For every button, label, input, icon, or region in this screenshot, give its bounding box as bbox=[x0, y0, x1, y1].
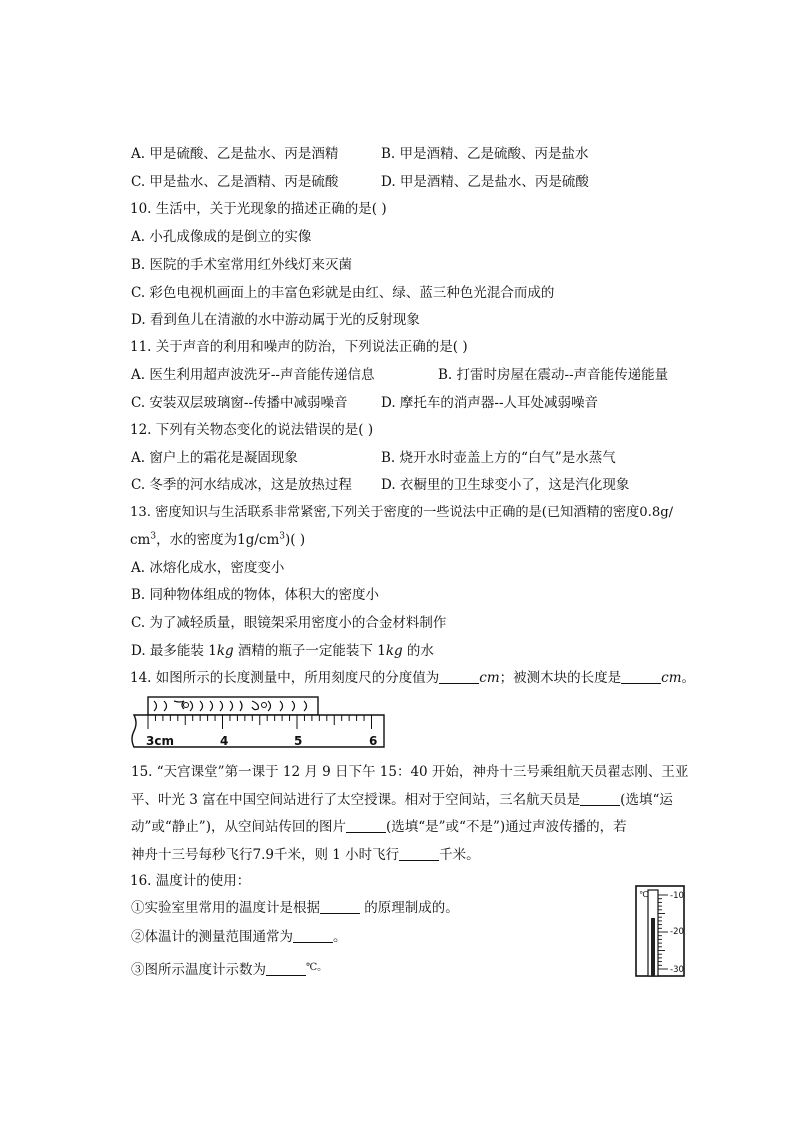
thermometer-label-20: -20 bbox=[670, 927, 684, 937]
q14-stem-part1: 14. 如图所示的长度测量中，所用刻度尺的分度值为 bbox=[130, 670, 440, 686]
q14-stem bbox=[130, 669, 695, 687]
q15-line2-part2: (选填“运 bbox=[620, 792, 673, 808]
q13-stem-line2 bbox=[130, 531, 305, 549]
q16-blank-range[interactable] bbox=[293, 929, 333, 943]
q13-option-a: A. 冰熔化成水，密度变小 bbox=[131, 560, 285, 576]
thermometer-liquid bbox=[651, 918, 655, 976]
q13-stem-line1: 13. 密度知识与生活联系非常紧密,下列关于密度的一些说法中正确的是(已知酒精的密度0.8g/ bbox=[130, 505, 674, 520]
q9-option-d: D. 甲是酒精、乙是盐水、丙是硫酸 bbox=[381, 174, 589, 190]
q11-option-a: A. 医生利用超声波洗牙--声音能传递信息 bbox=[131, 367, 375, 383]
q10-option-d: D. 看到鱼儿在清澈的水中游动属于光的反射现象 bbox=[131, 312, 420, 328]
q16-item1 bbox=[131, 899, 459, 917]
q16-stem: 16. 温度计的使用： bbox=[130, 873, 251, 889]
q13-sup-3: 3 bbox=[150, 531, 157, 542]
q12-option-c: C. 冬季的河水结成冰，这是放热过程 bbox=[131, 477, 352, 493]
q15-blank-motion[interactable] bbox=[580, 792, 620, 806]
q12-option-d: D. 衣橱里的卫生球变小了，这是汽化现象 bbox=[381, 477, 630, 493]
q16-item3 bbox=[131, 959, 327, 979]
q15-line2-part1: 平、叶光 3 富在中国空间站进行了太空授课。相对于空间站，三名航天员是 bbox=[131, 792, 581, 808]
q13-unit-kg-2: kg bbox=[385, 643, 403, 659]
q16-blank-principle[interactable] bbox=[320, 900, 360, 914]
q15-line1: 15. “天宫课堂”第一课于 12 月 9 日下午 15：40 开始，神舟十三号乘组航天员翟志刚、王亚 bbox=[131, 764, 689, 780]
q13-option-b: B. 同种物体组成的物体，体积大的密度小 bbox=[131, 587, 380, 603]
q13-option-c: C. 为了减轻质量，眼镜架采用密度小的合金材料制作 bbox=[131, 615, 447, 631]
q12-option-b: B. 烧开水时壶盖上方的“白气”是水蒸气 bbox=[381, 450, 616, 466]
ruler-label-5: 5 bbox=[294, 734, 303, 748]
q9-option-a: A. 甲是硫酸、乙是盐水、丙是酒精 bbox=[131, 146, 339, 162]
q14-unit-cm-2: cm bbox=[661, 670, 682, 686]
q13-water-density: ，水的密度为1g/cm bbox=[156, 532, 280, 548]
q16-item3-unit: ℃。 bbox=[306, 962, 328, 973]
thermometer-unit: ℃ bbox=[639, 890, 648, 899]
q13-option-d-part3: 的水 bbox=[402, 643, 434, 659]
q11-option-d: D. 摩托车的消声器--人耳处减弱噪音 bbox=[381, 395, 599, 411]
q14-stem-part2: ；被测木块的长度是 bbox=[499, 670, 622, 686]
q12-option-a: A. 窗户上的霜花是凝固现象 bbox=[131, 450, 298, 466]
q9-option-b: B. 甲是酒精、乙是硫酸、丙是盐水 bbox=[381, 146, 589, 162]
q16-item1-part2: 的原理制成的。 bbox=[360, 900, 459, 916]
q13-option-d bbox=[131, 642, 434, 660]
ruler-label-4: 4 bbox=[220, 734, 229, 748]
q15-blank-distance[interactable] bbox=[399, 847, 439, 861]
q16-blank-reading[interactable] bbox=[266, 962, 306, 976]
q12-stem: 12. 下列有关物态变化的说法错误的是( ) bbox=[130, 422, 374, 438]
ruler-figure bbox=[128, 695, 390, 751]
q11-option-c: C. 安装双层玻璃窗--传播中减弱噪音 bbox=[131, 395, 348, 411]
ruler-label-3cm: 3cm bbox=[146, 734, 174, 748]
q14-blank-division[interactable] bbox=[439, 670, 479, 684]
q14-stem-part3: 。 bbox=[681, 670, 696, 686]
q11-option-b: B. 打雷时房屋在震动--声音能传递能量 bbox=[438, 367, 669, 383]
q16-item2 bbox=[131, 928, 347, 946]
q10-option-b: B. 医院的手术室常用红外线灯来灭菌 bbox=[131, 257, 353, 273]
q13-option-d-part2: 酒精的瓶子一定能装下 1 bbox=[233, 643, 386, 659]
q10-option-a: A. 小孔成像成的是倒立的实像 bbox=[131, 229, 312, 245]
q10-stem: 10. 生活中，关于光现象的描述正确的是( ) bbox=[130, 201, 387, 217]
q15-line2 bbox=[131, 791, 673, 809]
q9-option-c: C. 甲是盐水、乙是酒精、丙是硫酸 bbox=[131, 174, 339, 190]
q15-line4-part2: 千米。 bbox=[439, 847, 480, 863]
q16-item2-part2: 。 bbox=[333, 929, 347, 945]
thermometer-label-10: -10 bbox=[670, 891, 684, 901]
q13-sup-3b: 3 bbox=[279, 531, 285, 542]
q16-item1-part1: ①实验室里常用的温度计是根据 bbox=[131, 900, 320, 916]
q15-line4-part1: 神舟十三号每秒飞行7.9千米，则 1 小时飞行 bbox=[131, 847, 400, 863]
q13-unit-kg: kg bbox=[216, 643, 234, 659]
q11-stem: 11. 关于声音的利用和噪声的防治，下列说法正确的是( ) bbox=[130, 339, 468, 355]
thermometer-figure bbox=[634, 884, 690, 978]
q15-blank-sound[interactable] bbox=[346, 819, 386, 833]
q15-line3 bbox=[131, 818, 627, 836]
q15-line3-part1: 动”或“静止”)，从空间站传回的图片 bbox=[131, 819, 346, 835]
q14-unit-cm-1: cm bbox=[479, 670, 500, 686]
q16-item3-part1: ③图所示温度计示数为 bbox=[131, 962, 266, 978]
ruler-label-6: 6 bbox=[369, 734, 378, 748]
q13-option-d-part1: D. 最多能装 1 bbox=[131, 643, 217, 659]
q13-stem-end: )( ) bbox=[285, 532, 306, 548]
q15-line4 bbox=[131, 846, 480, 864]
q15-line3-part2: (选填“是”或“不是”)通过声波传播的，若 bbox=[385, 819, 627, 835]
q13-unit-cm: cm bbox=[130, 532, 151, 548]
q14-blank-length[interactable] bbox=[621, 670, 661, 684]
thermometer-label-30: -30 bbox=[670, 965, 684, 975]
wood-block bbox=[148, 697, 318, 715]
q16-item2-part1: ②体温计的测量范围通常为 bbox=[131, 929, 293, 945]
q10-option-c: C. 彩色电视机画面上的丰富色彩就是由红、绿、蓝三种色光混合而成的 bbox=[131, 285, 555, 301]
